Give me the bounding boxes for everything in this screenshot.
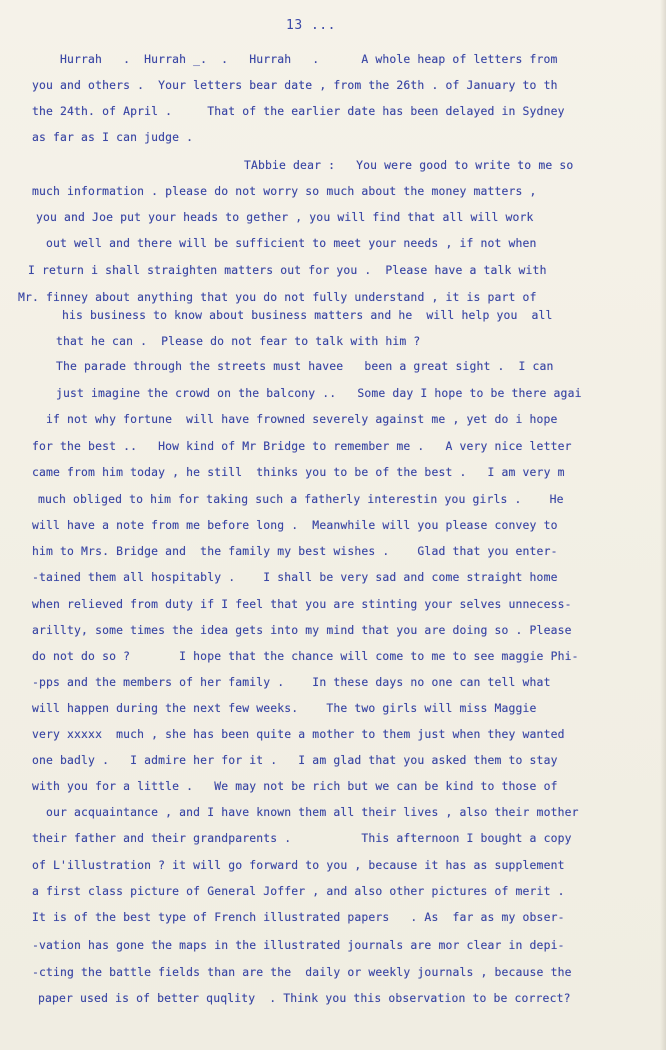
text-line: him to Mrs. Bridge and the family my best wishes . Glad that you enter- <box>32 544 558 558</box>
page-number: 13 ... <box>286 18 336 33</box>
text-line: much information . please do not worry so much about the money matters , <box>32 184 537 198</box>
text-line: our acquaintance , and I have known them all their lives , also their mother <box>32 805 579 819</box>
text-line: -cting the battle fields than are the daily or weekly journals , because the <box>32 965 572 979</box>
text-line: their father and their grandparents . This afternoon I bought a copy <box>32 831 572 845</box>
text-line: with you for a little . We may not be rich but we can be kind to those of <box>32 779 558 793</box>
text-line: if not why fortune will have frowned severely against me , yet do i hope <box>46 412 558 426</box>
text-line: out well and there will be sufficient to meet your needs , if not when <box>46 236 537 250</box>
text-line: TAbbie dear : You were good to write to me so <box>244 158 574 172</box>
text-line: very xxxxx much , she has been quite a mother to them just when they wanted <box>32 727 565 741</box>
text-line: for the best .. How kind of Mr Bridge to remember me . A very nice letter <box>32 439 572 453</box>
text-line: the 24th. of April . That of the earlier date has been delayed in Sydney <box>32 104 565 118</box>
text-line: I return i shall straighten matters out for you . Please have a talk with <box>28 263 547 277</box>
text-line: -tained them all hospitably . I shall be very sad and come straight home <box>32 570 558 584</box>
text-line: arillty, some times the idea gets into my mind that you are doing so . Please <box>32 623 572 637</box>
text-line: Hurrah . Hurrah _. . Hurrah . A whole heap of letters from <box>60 52 558 66</box>
text-line: when relieved from duty if I feel that you are stinting your selves unnecess- <box>32 597 572 611</box>
page-edge <box>660 0 666 1050</box>
text-line: will happen during the next few weeks. The two girls will miss Maggie <box>32 701 537 715</box>
text-line: much obliged to him for taking such a fatherly interestin you girls . He <box>38 492 564 506</box>
text-line: you and others . Your letters bear date , from the 26th . of January to th <box>32 78 558 92</box>
text-line: It is of the best type of French illustrated papers . As far as my obser- <box>32 910 565 924</box>
text-line: a first class picture of General Joffer , and also other pictures of merit . <box>32 884 565 898</box>
text-line: as far as I can judge . <box>32 130 194 144</box>
text-line: will have a note from me before long . Meanwhile will you please convey to <box>32 518 558 532</box>
text-line: -pps and the members of her family . In these days no one can tell what <box>32 675 551 689</box>
text-line: do not do so ? I hope that the chance will come to me to see maggie Phi- <box>32 649 579 663</box>
text-line: paper used is of better quqlity . Think you this observation to be correct? <box>38 991 571 1005</box>
text-line: came from him today , he still thinks you to be of the best . I am very m <box>32 465 565 479</box>
text-line: that he can . Please do not fear to talk with him ? <box>56 334 421 348</box>
text-line: The parade through the streets must havee been a great sight . I can <box>56 359 554 373</box>
text-line: you and Joe put your heads to gether , you will find that all will work <box>36 210 534 224</box>
text-line: of L'illustration ? it will go forward to you , because it has as supplement <box>32 858 565 872</box>
text-line: just imagine the crowd on the balcony .. Some day I hope to be there agai <box>56 386 582 400</box>
text-line: -vation has gone the maps in the illustrated journals are mor clear in depi- <box>32 938 565 952</box>
text-line: his business to know about business matters and he will help you all <box>62 308 553 322</box>
text-line: Mr. finney about anything that you do not fully understand , it is part of <box>18 290 537 304</box>
text-line: one badly . I admire her for it . I am glad that you asked them to stay <box>32 753 558 767</box>
